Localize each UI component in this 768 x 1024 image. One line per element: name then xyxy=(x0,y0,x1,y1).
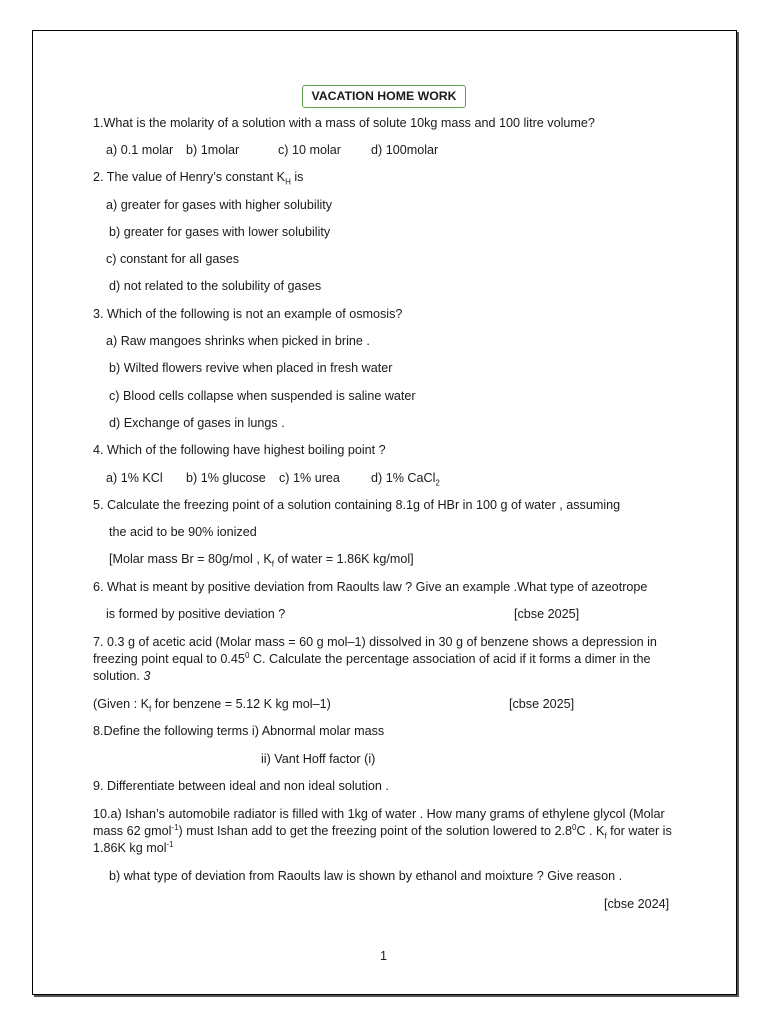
q2-option-b: b) greater for gases with lower solubility xyxy=(109,225,331,239)
question-7-given: (Given : $K_f$ for benzene = 5.12 K kg mol–1) xyxy=(93,697,331,714)
question-8: 8.Define the following terms i) Abnormal molar mass xyxy=(93,724,385,738)
question-2: 2. The value of Henry’s constant $K_H$ is xyxy=(93,170,304,187)
q1-option-b: b) 1molar xyxy=(186,143,240,157)
question-10b: b) what type of deviation from Raoults law is shown by ethanol and moixture ? Give reason . xyxy=(109,869,623,883)
q3-option-c: c) Blood cells collapse when suspended is saline water xyxy=(109,389,416,403)
q4-option-c: c) 1% urea xyxy=(279,471,340,485)
page-title: VACATION HOME WORK xyxy=(302,85,466,108)
q1-option-a: a) 0.1 molar xyxy=(106,143,174,157)
question-5: 5. Calculate the freezing point of a solution containing 8.1g of HBr in 100 g of water , assuming xyxy=(93,498,621,512)
q1-option-d: d) 100molar xyxy=(371,143,439,157)
q4-option-b: b) 1% glucose xyxy=(186,471,266,485)
q2-option-d: d) not related to the solubility of gases xyxy=(109,279,322,293)
question-3: 3. Which of the following is not an example of osmosis? xyxy=(93,307,403,321)
q4-option-d: d) 1% CaCl$_2$ xyxy=(371,471,440,488)
q3-option-d: d) Exchange of gases in lungs . xyxy=(109,416,285,430)
question-5-given: [Molar mass Br = 80g/mol , $K_f$ of water = 1.86K kg/mol] xyxy=(109,552,414,569)
question-8-line-2: ii) Vant Hoff factor (i) xyxy=(261,752,376,766)
q2-option-a: a) greater for gases with higher solubility xyxy=(106,198,333,212)
q6-cbse-tag: [cbse 2025] xyxy=(514,607,580,621)
question-10a: 10.a) Ishan’s automobile radiator is filled with 1kg of water . How many grams of ethylene glycol (Molar mass 62 gmol$^{-1}$) must Ishan add to get the freezing point of the solution lowered to $2.8^0C$ . $K_f$ for water is 1.86K kg mol$^{-1}$ xyxy=(93,807,672,855)
q7-cbse-tag: [cbse 2025] xyxy=(509,697,575,711)
q3-option-b: b) Wilted flowers revive when placed in fresh water xyxy=(109,361,393,375)
q4-option-a: a) 1% KCl xyxy=(106,471,163,485)
question-5-line-2: the acid to be 90% ionized xyxy=(109,525,257,539)
q1-option-c: c) 10 molar xyxy=(278,143,341,157)
question-6-line-2: is formed by positive deviation ? xyxy=(106,607,286,621)
question-4: 4. Which of the following have highest boiling point ? xyxy=(93,443,386,457)
page-number: 1 xyxy=(380,949,388,963)
q10-cbse-tag: [cbse 2024] xyxy=(604,897,670,911)
question-1: 1.What is the molarity of a solution with a mass of solute 10kg mass and 100 litre volume? xyxy=(93,116,595,130)
q2-option-c: c) constant for all gases xyxy=(106,252,239,266)
q3-option-a: a) Raw mangoes shrinks when picked in brine . xyxy=(106,334,370,348)
question-6: 6. What is meant by positive deviation from Raoults law ? Give an example .What type of azeotrope xyxy=(93,580,648,594)
question-9: 9. Differentiate between ideal and non ideal solution . xyxy=(93,779,389,793)
question-7: 7. 0.3 g of acetic acid (Molar mass = 60 g mol–1) dissolved in 30 g of benzene shows a depression in freezing point equal to 0.45$^0$ C. Calculate the percentage association of acid if it forms a dimer in the solution. 3 xyxy=(93,635,657,683)
